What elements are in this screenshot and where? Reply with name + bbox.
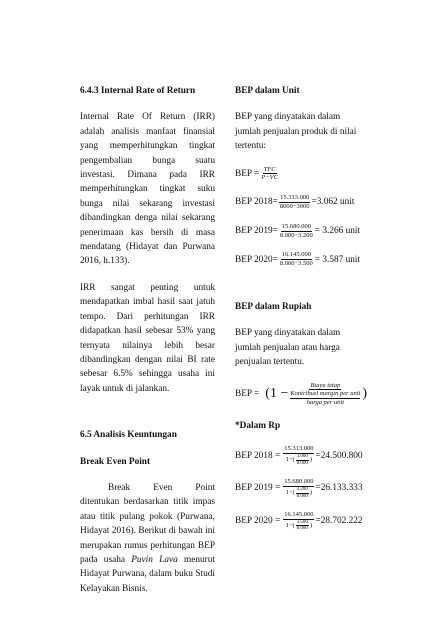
bep-rupiah-formula <box>235 381 368 407</box>
left-column <box>80 84 215 608</box>
formula-one-minus: (1 − <box>265 386 289 402</box>
formula-lhs: BEP = <box>235 168 260 179</box>
bep-rp-row-2018 <box>235 445 365 466</box>
bep-text-after: menurut Hidayat Purwana, dalam buku Studi Kelayakan Bisnis. <box>80 554 215 594</box>
inner-numerator: 3.500 <box>296 519 308 525</box>
bep-rp-row-2019 <box>235 478 365 499</box>
formula-denominator: P−VC <box>261 174 278 182</box>
bep-rp-row-2020 <box>235 511 365 532</box>
inner-denominator: 8.000 <box>296 526 308 532</box>
row-numerator: 15.680.000 <box>284 478 314 486</box>
row-numerator: 15.313.000 <box>284 445 314 453</box>
dalam-rp-label: *Dalam Rp <box>235 421 281 432</box>
row-denominator: 8.000−3.500 <box>279 260 313 268</box>
bep-paragraph <box>80 481 215 596</box>
row-fraction <box>283 511 314 532</box>
inner-numerator: 3.000 <box>296 454 308 460</box>
row-result: =28.702.222 <box>315 516 363 527</box>
formula-top: Biaya tetap <box>310 381 341 389</box>
row-denominator: 1−( $\frac{3.500}{8.000}$ ) <box>285 519 313 532</box>
inner-numerator: 3.200 <box>296 487 308 493</box>
row-fraction <box>279 251 314 268</box>
inner-denominator: 8.000 <box>296 460 308 466</box>
row-denominator: 1−( $\frac{3.200}{8.000}$ ) <box>285 487 313 499</box>
row-result: =3.062 unit <box>311 197 355 208</box>
irr-paragraph-1: Internal Rate Of Return (IRR) adalah analisis manfaat finansial yang memperhitungkan tingkat pengembalian bunga suatu investasi. Dimana pada IRR memperhitungkan tingkat suku bunga nilai sekarang investasi dibandingkan denga nilai sekarang penerimaan kas bersih di masa mendatang (Hidayat dan Purwana 2016, h.133). <box>80 112 215 267</box>
row-label: BEP 2018 = <box>235 450 281 461</box>
irr-heading: 6.4.3 Internal Rate of Return <box>80 86 196 96</box>
row-numerator: 16.145.000 <box>281 251 311 259</box>
row-fraction <box>279 223 314 240</box>
row-result: = 3.587 unit <box>314 254 361 265</box>
row-label: BEP 2020= <box>235 254 278 265</box>
formula-numerator: TFC <box>263 165 276 173</box>
bep-unit-paragraph: BEP yang dinyatakan dalam jumlah penjualan produk di nilai tertentu: <box>235 112 357 152</box>
formula-inner-numerator: Kontribusi margin per unit <box>290 390 361 398</box>
row-result: =24.500.800 <box>315 450 363 461</box>
row-result: =26.133.333 <box>315 483 363 494</box>
bep-rupiah-heading: BEP dalam Rupiah <box>235 302 312 312</box>
formula-fraction <box>289 382 361 407</box>
row-numerator: 15.313.000 <box>280 194 310 202</box>
bep-unit-row-2018 <box>235 194 365 211</box>
formula-fraction <box>260 166 279 183</box>
row-label: BEP 2018= <box>235 197 278 208</box>
row-label: BEP 2019= <box>235 225 278 236</box>
formula-inner-denominator: harga per unit <box>306 399 345 407</box>
row-numerator: 16.145.000 <box>284 511 314 519</box>
section-heading: 6.5 Analisis Keuntungan <box>80 430 177 441</box>
row-result: = 3.266 unit <box>314 225 361 236</box>
row-denominator: 8.000−3.200 <box>279 231 313 239</box>
row-label: BEP 2020 = <box>235 516 281 527</box>
row-denominator: 1−( $\frac{3.000}{8.000}$ ) <box>285 454 313 466</box>
formula-inner-fraction <box>289 390 361 407</box>
irr-paragraph-2: IRR sangat penting untuk mendapatkan imbal hasil saat jatuh tempo. Dari perhitungan IRR didapatkan hasil sebesar 53% yang ternyata nilainya lebih besar dibandingkan dengan nilai BI rate sebesar 6.5% sehingga usaha ini layak untuk di jalankan. <box>80 282 215 394</box>
row-label: BEP 2019 = <box>235 483 281 494</box>
bep-business-name: Puvin Lava <box>131 554 178 565</box>
formula-lhs: BEP = <box>235 389 260 400</box>
formula-close-paren: ) <box>362 386 368 402</box>
bep-rupiah-paragraph: BEP yang dinyatakan dalam jumlah penjualan atau harga penjualan tertentu. <box>235 328 341 368</box>
row-fraction <box>279 194 311 211</box>
bep-heading: Break Even Point <box>80 456 151 467</box>
bep-unit-row-2020 <box>235 251 365 268</box>
bep-text-before: Break Even Point ditentukan berdasarkan titik impas atau titik pulang pokok (Purwana, Hidayat 2016). Berikut di bawah ini merupakan rumus perhitungan BEP pada usaha <box>80 482 215 565</box>
row-denominator: 8000−3000 <box>279 203 310 211</box>
row-numerator: 15.680.000 <box>281 222 311 230</box>
bep-unit-heading: BEP dalam Unit <box>235 86 300 96</box>
bep-unit-row-2019 <box>235 223 365 240</box>
row-fraction <box>283 478 314 499</box>
inner-denominator: 8.000 <box>296 493 308 499</box>
bep-unit-formula <box>235 166 365 183</box>
right-column <box>235 84 368 544</box>
row-fraction <box>283 445 314 466</box>
